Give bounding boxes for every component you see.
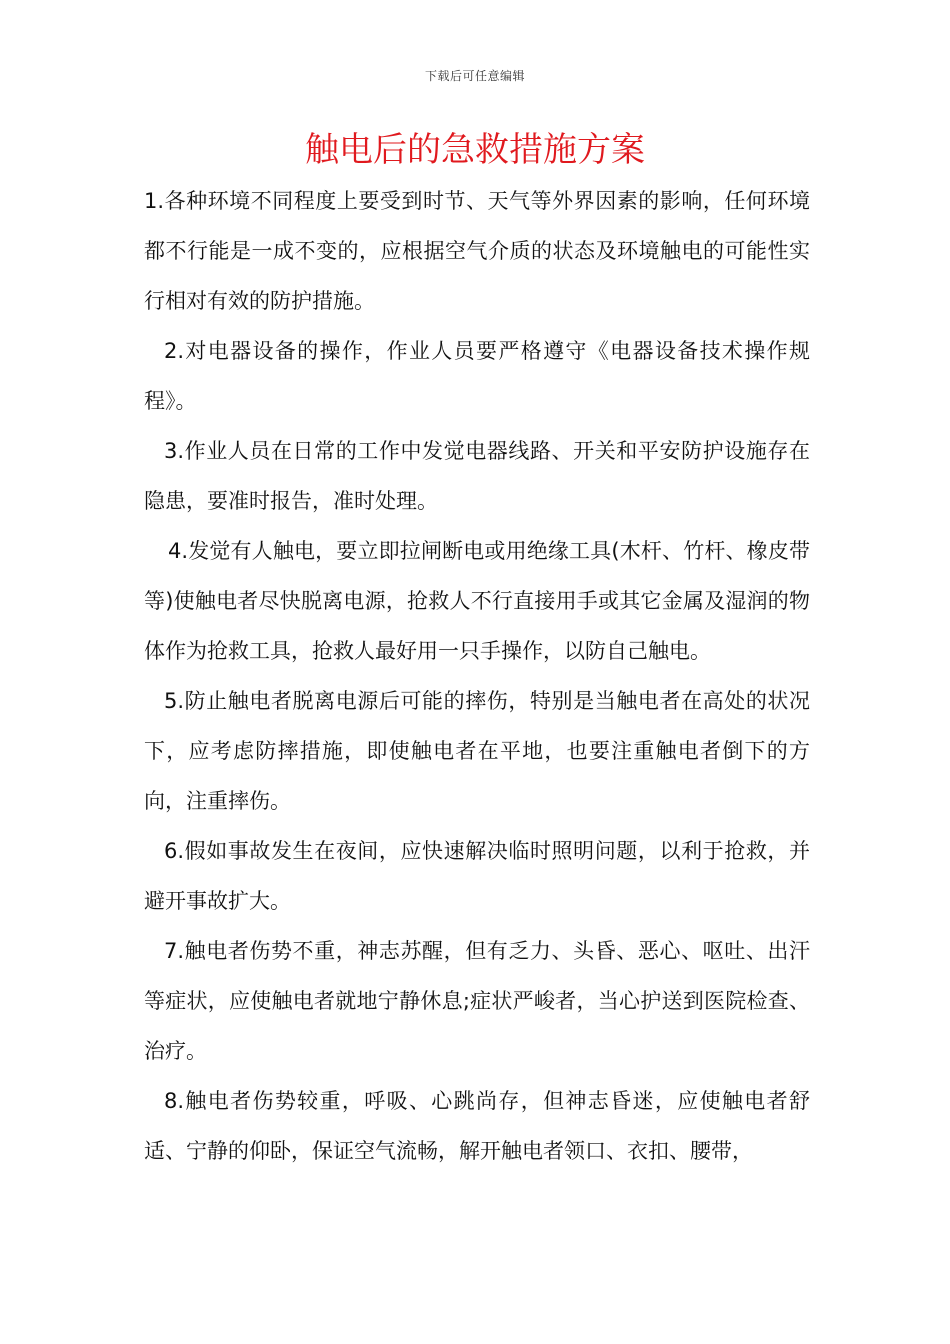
- paragraph-2: 2.对电器设备的操作，作业人员要严格遵守《电器设备技术操作规程》。: [144, 339, 810, 413]
- header-note: 下载后可任意编辑: [424, 69, 525, 83]
- document-body: [144, 176, 810, 1176]
- paragraph-5: 5.防止触电者脱离电源后可能的摔伤，特别是当触电者在高处的状况下，应考虑防摔措施，即使触电者在平地，也要注重触电者倒下的方向，注重摔伤。: [144, 689, 810, 813]
- paragraph-6: 6.假如事故发生在夜间，应快速解决临时照明问题，以利于抢救，并避开事故扩大。: [144, 839, 810, 913]
- paragraph-7: 7.触电者伤势不重，神志苏醒，但有乏力、头昏、恶心、呕吐、出汗等症状，应使触电者就地宁静休息;症状严峻者，当心护送到医院检查、治疗。: [144, 939, 810, 1063]
- document-title: 触电后的急救措施方案: [305, 130, 645, 170]
- paragraph-8: 8.触电者伤势较重，呼吸、心跳尚存，但神志昏迷，应使触电者舒适、宁静的仰卧，保证空气流畅，解开触电者领口、衣扣、腰带，: [144, 1089, 810, 1163]
- paragraph-3: 3.作业人员在日常的工作中发觉电器线路、开关和平安防护设施存在隐患，要准时报告，准时处理。: [144, 439, 810, 513]
- paragraph-1: 1.各种环境不同程度上要受到时节、天气等外界因素的影响，任何环境都不行能是一成不变的，应根据空气介质的状态及环境触电的可能性实行相对有效的防护措施。: [144, 189, 810, 313]
- paragraph-4: 4.发觉有人触电，要立即拉闸断电或用绝缘工具(木杆、竹杆、橡皮带等)使触电者尽快脱离电源，抢救人不行直接用手或其它金属及湿润的物体作为抢救工具，抢救人最好用一只手操作，以防自己触电。: [144, 539, 810, 663]
